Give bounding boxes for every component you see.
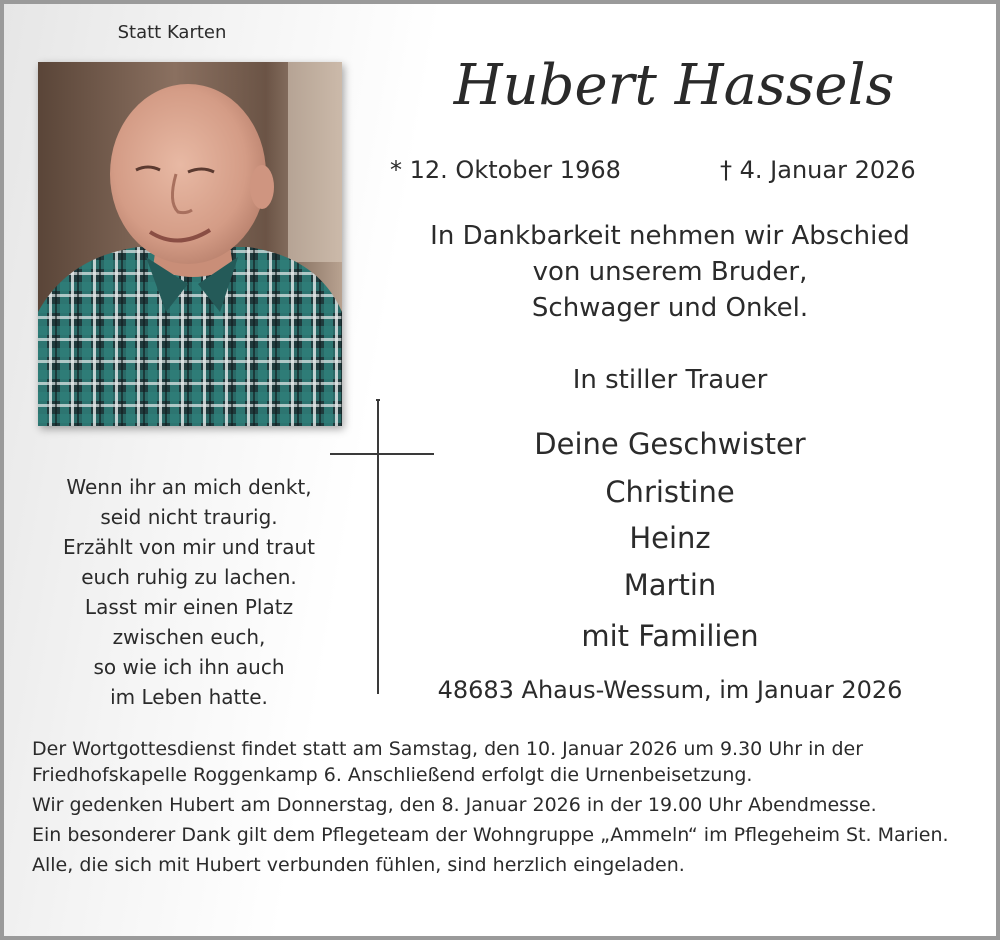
death-date: † 4. Januar 2026 [720, 156, 916, 184]
notice-paragraph: Alle, die sich mit Hubert verbunden fühlen, sind herzlich eingeladen. [32, 854, 685, 876]
intro-text [380, 218, 960, 326]
poem-line: Erzählt von mir und traut [62, 535, 315, 559]
portrait-photo [38, 62, 342, 426]
family-line: Christine [605, 475, 735, 509]
intro-line: In Dankbarkeit nehmen wir Abschied [430, 221, 910, 251]
notice-paragraph: Ein besonderer Dank gilt dem Pflegeteam der Wohngruppe „Ammeln“ im Pflegeheim St. Marien. [32, 824, 949, 846]
poem-line: euch ruhig zu lachen. [81, 565, 297, 589]
family-line: mit Familien [581, 619, 759, 653]
name-signature [444, 32, 904, 142]
family-line: Deine Geschwister [534, 427, 806, 461]
mourning-text: In stiller Trauer [572, 365, 768, 395]
family-line: Martin [623, 568, 717, 602]
poem-line: seid nicht traurig. [100, 505, 278, 529]
poem-line: im Leben hatte. [110, 685, 268, 709]
poem-line: Wenn ihr an mich denkt, [66, 475, 312, 499]
statt-karten-label: Statt Karten [117, 22, 227, 43]
notices [32, 736, 982, 882]
svg-text:Hubert Hassels: Hubert Hassels [453, 53, 895, 118]
notice-paragraph: Der Wortgottesdienst findet statt am Samstag, den 10. Januar 2026 um 9.30 Uhr in der Friedhofskapelle Roggenkamp 6. Anschließend erfolgt die Urnenbeisetzung. [32, 738, 864, 786]
poem-line: zwischen euch, [112, 625, 266, 649]
obituary-card [4, 4, 996, 936]
birth-date: * 12. Oktober 1968 [390, 156, 621, 184]
intro-line: Schwager und Onkel. [531, 293, 809, 323]
poem [34, 472, 344, 712]
notice-paragraph: Wir gedenken Hubert am Donnerstag, den 8. Januar 2026 in der 19.00 Uhr Abendmesse. [32, 794, 877, 816]
family-line: Heinz [629, 521, 711, 555]
place-date: 48683 Ahaus-Wessum, im Januar 2026 [437, 676, 903, 704]
intro-line: von unserem Bruder, [532, 257, 808, 287]
poem-line: so wie ich ihn auch [93, 655, 285, 679]
poem-line: Lasst mir einen Platz [84, 595, 294, 619]
